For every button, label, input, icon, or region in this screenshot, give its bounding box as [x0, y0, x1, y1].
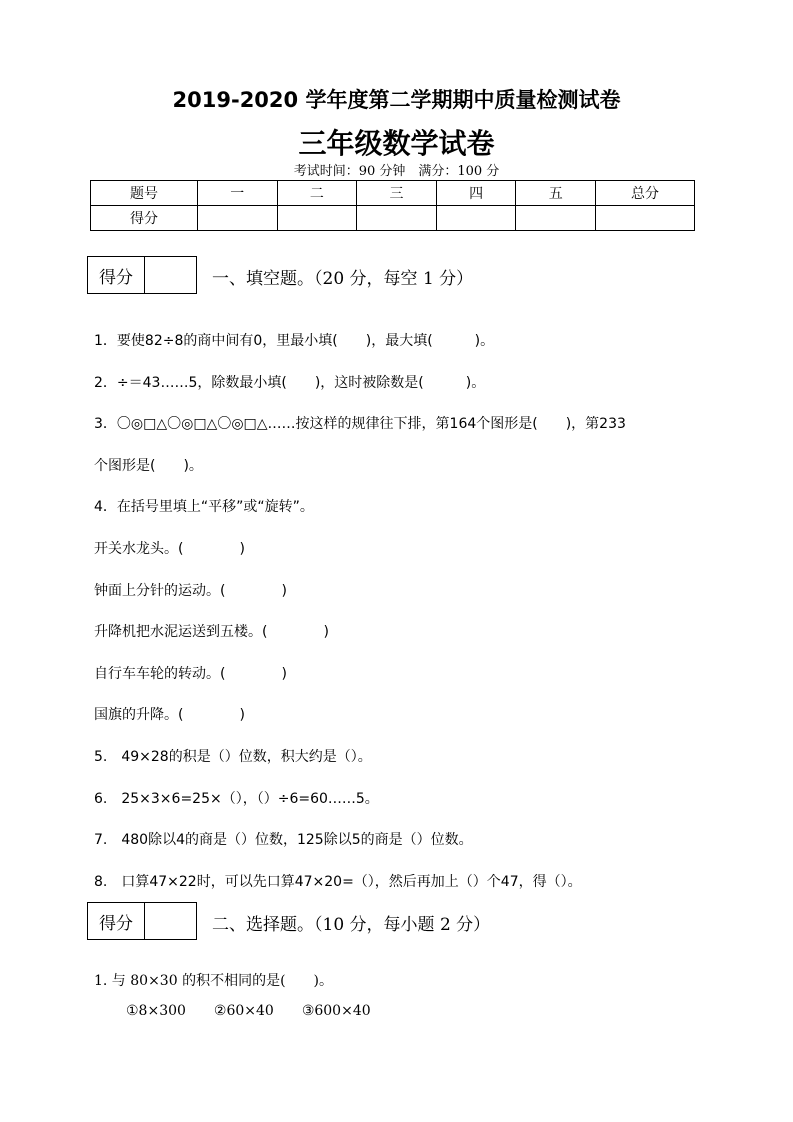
score-table-header-row	[91, 181, 695, 206]
question-4-item: 升降机把水泥运送到五楼。( )	[94, 624, 329, 640]
section1-score-label: 得分	[88, 257, 145, 293]
choice-question-1: 1. 与 80×30 的积不相同的是( )。	[94, 973, 333, 989]
question-1: 1．要使82÷8的商中间有0，里最小填( )，最大填( )。	[94, 333, 495, 349]
section2-score-box	[87, 902, 197, 940]
score-header-cell: 三	[357, 181, 437, 206]
question-4-item: 钟面上分针的运动。( )	[94, 583, 287, 599]
score-header-cell: 二	[277, 181, 357, 206]
question-5: 5. 49×28的积是（）位数，积大约是（）。	[94, 749, 372, 765]
question-4: 4．在括号里填上“平移”或“旋转”。	[94, 499, 314, 515]
question-6: 6. 25×3×6=25×（），（）÷6=60……5。	[94, 791, 379, 807]
question-3-cont: 个图形是( )。	[94, 458, 203, 474]
score-cell[interactable]	[277, 206, 357, 231]
question-4-item: 国旗的升降。( )	[94, 707, 245, 723]
choice-question-1-options: ①8×300 ②60×40 ③600×40	[126, 1003, 371, 1019]
section2-score-blank[interactable]	[145, 903, 196, 939]
question-4-item: 开关水龙头。( )	[94, 541, 245, 557]
score-header-cell: 一	[198, 181, 278, 206]
score-header-cell: 总分	[596, 181, 695, 206]
score-table	[90, 180, 695, 231]
score-cell[interactable]	[436, 206, 516, 231]
question-3: 3．〇◎□△〇◎□△〇◎□△……按这样的规律往下排，第164个图形是( )，第233	[94, 416, 626, 432]
score-cell[interactable]	[198, 206, 278, 231]
score-header-cell: 五	[516, 181, 596, 206]
question-4-item: 自行车车轮的转动。( )	[94, 666, 287, 682]
question-8: 8. 口算47×22时，可以先口算47×20=（），然后再加上（）个47，得（）。	[94, 874, 582, 890]
question-7: 7. 480除以4的商是（）位数，125除以5的商是（）位数。	[94, 832, 473, 848]
score-header-cell: 题号	[91, 181, 198, 206]
section2-title: 二、选择题。（10 分，每小题 2 分）	[212, 915, 491, 935]
score-row-label: 得分	[91, 206, 198, 231]
question-2: 2．÷＝43……5，除数最小填( )，这时被除数是( )。	[94, 375, 486, 391]
section1-score-box	[87, 256, 197, 294]
score-table-score-row	[91, 206, 695, 231]
score-cell[interactable]	[357, 206, 437, 231]
exam-subtitle: 三年级数学试卷	[298, 127, 495, 160]
score-cell[interactable]	[516, 206, 596, 231]
section1-title: 一、填空题。（20 分，每空 1 分）	[212, 269, 474, 289]
score-cell[interactable]	[596, 206, 695, 231]
section2-score-label: 得分	[88, 903, 145, 939]
section1-score-blank[interactable]	[145, 257, 196, 293]
score-header-cell: 四	[436, 181, 516, 206]
exam-title: 2019-2020 学年度第二学期期中质量检测试卷	[172, 88, 621, 112]
exam-info: 考试时间：90 分钟 满分：100 分	[293, 164, 500, 179]
